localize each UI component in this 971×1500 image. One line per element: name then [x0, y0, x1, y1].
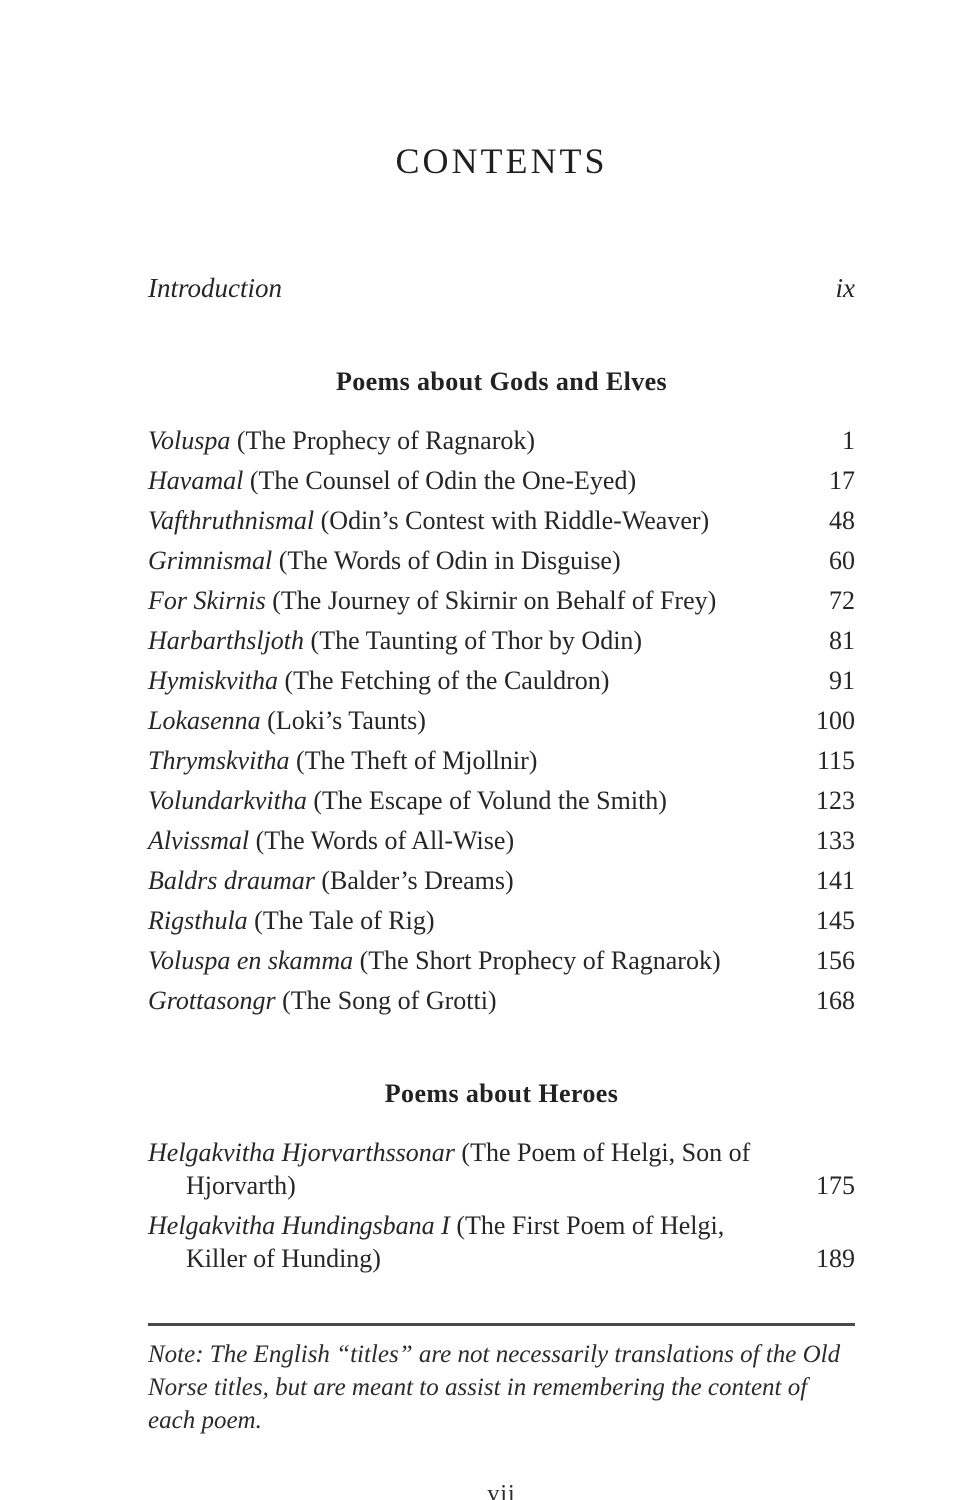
entry-subtitle: (The Prophecy of Ragnarok): [230, 426, 536, 455]
toc-entry: [148, 704, 855, 737]
entry-subtitle: (The Words of All-Wise): [249, 826, 515, 855]
entry-title: [148, 1136, 795, 1202]
entry-title: [148, 704, 795, 737]
entry-title: [148, 504, 795, 537]
entry-title: [148, 624, 795, 657]
toc-entry: [148, 1209, 855, 1275]
entry-name: Harbarthsljoth: [148, 626, 305, 655]
entry-page-number: 91: [829, 666, 855, 695]
entry-page-number: 17: [829, 466, 855, 495]
entry-subtitle: (The Short Prophecy of Ragnarok): [353, 946, 721, 975]
entry-page-number: 100: [816, 706, 855, 735]
entry-title: [148, 424, 795, 457]
entry-page-number: 168: [816, 986, 855, 1015]
entry-subtitle: (Balder’s Dreams): [314, 866, 514, 895]
entry-title: [148, 984, 795, 1017]
toc-entry: [148, 824, 855, 857]
toc-entry: [148, 904, 855, 937]
toc-entry: [148, 544, 855, 577]
entry-page-number: 72: [829, 586, 855, 615]
entry-title: [148, 824, 795, 857]
entry-title: [148, 944, 795, 977]
toc-entry: [148, 424, 855, 457]
entry-name: For Skirnis: [148, 586, 266, 615]
entry-name: Havamal: [148, 466, 244, 495]
entry-page-number: 48: [829, 506, 855, 535]
section-heading: Poems about Gods and Elves: [335, 367, 668, 396]
toc-entry: [148, 624, 855, 657]
entry-title: [148, 744, 795, 777]
front-matter-page-number: ix: [835, 273, 855, 303]
entry-title: [148, 784, 795, 817]
entry-page-number: 115: [816, 746, 855, 775]
entry-name: Lokasenna: [148, 706, 261, 735]
entry-page-number: 156: [816, 946, 855, 975]
toc-section: [148, 1079, 855, 1275]
entry-page-number: 189: [816, 1244, 855, 1273]
entry-page-number: 1: [842, 426, 855, 455]
toc-entry: [148, 584, 855, 617]
entry-name: Voluspa en skamma: [148, 946, 354, 975]
entry-subtitle: (The Theft of Mjollnir): [289, 746, 538, 775]
front-matter-label: Introduction: [148, 273, 282, 303]
toc-entry: [148, 1136, 855, 1202]
entry-subtitle: (The First Poem of Helgi, Killer of Hunding): [186, 1211, 725, 1273]
entry-subtitle: (Loki’s Taunts): [260, 706, 426, 735]
entry-page-number: 60: [829, 546, 855, 575]
entry-name: Vafthruthnismal: [148, 506, 315, 535]
entry-subtitle: (The Song of Grotti): [275, 986, 497, 1015]
entry-subtitle: (The Escape of Volund the Smith): [306, 786, 667, 815]
entry-title: [148, 864, 795, 897]
entry-title: [148, 904, 795, 937]
entry-name: Alvissmal: [148, 826, 250, 855]
entry-title: [148, 584, 795, 617]
entry-subtitle: (The Counsel of Odin the One-Eyed): [243, 466, 637, 495]
toc-entry: [148, 984, 855, 1017]
note-text: Note: The English “titles” are not necessarily translations of the Old Norse titles, but are meant to assist in remembering the content of each poem.: [148, 1341, 841, 1434]
entry-name: Grottasongr: [148, 986, 276, 1015]
toc-entry: [148, 944, 855, 977]
entry-title: [148, 544, 795, 577]
page-folio: vii: [487, 1481, 516, 1500]
entry-subtitle: (The Words of Odin in Disguise): [272, 546, 621, 575]
toc-entry: [148, 664, 855, 697]
entry-name: Thrymskvitha: [148, 746, 290, 775]
entry-title: [148, 464, 795, 497]
entry-subtitle: (The Fetching of the Cauldron): [277, 666, 610, 695]
entry-name: Rigsthula: [148, 906, 248, 935]
page-title: CONTENTS: [395, 141, 608, 181]
entry-page-number: 141: [816, 866, 855, 895]
entry-subtitle: (The Tale of Rig): [247, 906, 435, 935]
toc-entry: [148, 744, 855, 777]
toc-section: [148, 367, 855, 1017]
entry-page-number: 133: [816, 826, 855, 855]
toc-entry: [148, 504, 855, 537]
entry-subtitle: (The Taunting of Thor by Odin): [304, 626, 643, 655]
entry-page-number: 145: [816, 906, 855, 935]
front-matter-row: [148, 272, 855, 305]
entry-title: [148, 1209, 795, 1275]
toc-entry: [148, 464, 855, 497]
entry-name: Hymiskvitha: [148, 666, 278, 695]
sections: [148, 367, 855, 1275]
toc-entry: [148, 784, 855, 817]
note-block: [148, 1323, 855, 1437]
entry-subtitle: (The Journey of Skirnir on Behalf of Frey): [265, 586, 717, 615]
entry-page-number: 175: [816, 1171, 855, 1200]
entry-name: Baldrs draumar: [148, 866, 315, 895]
entry-subtitle: (Odin’s Contest with Riddle-Weaver): [314, 506, 710, 535]
entry-subtitle: (The Poem of Helgi, Son of Hjorvarth): [186, 1138, 751, 1200]
section-heading: Poems about Heroes: [384, 1079, 619, 1108]
entry-page-number: 123: [816, 786, 855, 815]
entry-name: Volundarkvitha: [148, 786, 307, 815]
toc-entry: [148, 864, 855, 897]
entry-name: Voluspa: [148, 426, 231, 455]
entry-name: Helgakvitha Hundingsbana I: [148, 1211, 450, 1240]
entry-title: [148, 664, 795, 697]
entry-name: Grimnismal: [148, 546, 273, 575]
entry-page-number: 81: [829, 626, 855, 655]
entry-name: Helgakvitha Hjorvarthssonar: [148, 1138, 455, 1167]
